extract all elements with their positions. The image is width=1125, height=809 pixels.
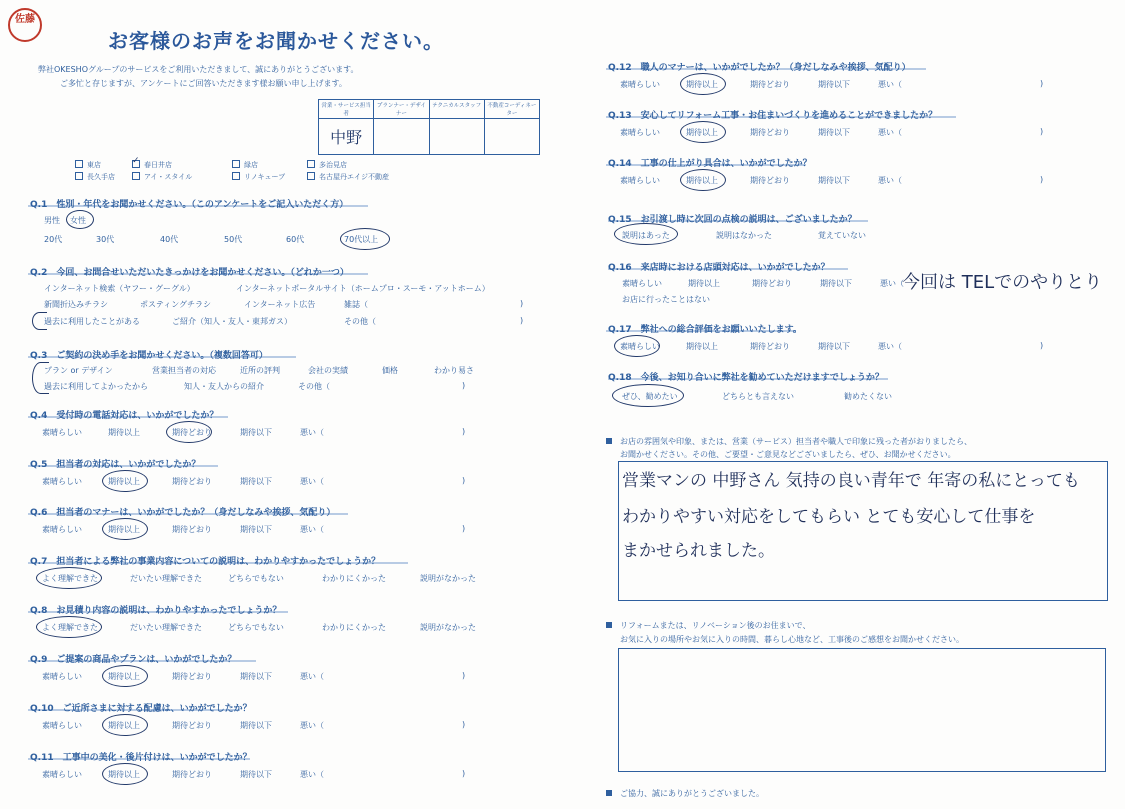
q13-opt-below[interactable]: 期待以下 <box>818 128 850 137</box>
q14-opt-above[interactable]: 期待以上 <box>686 176 718 185</box>
q4-opt-excellent[interactable]: 素晴らしい <box>42 428 82 437</box>
q13-label: Q.13 安心してリフォーム工事・お住まいづくりを進めることができましたか？ <box>608 111 938 121</box>
q9-label: Q.9 ご提案の商品やプランは、いかがでしたか？ <box>30 655 237 665</box>
q12-opt-close-paren: ) <box>1040 79 1044 88</box>
q6-opt-bad[interactable]: 悪い（ <box>300 525 324 534</box>
q16-opt-excellent[interactable]: 素晴らしい <box>622 279 662 288</box>
answer-circle <box>102 470 148 492</box>
q12-opt-as-expected[interactable]: 期待どおり <box>750 80 790 89</box>
checkbox[interactable] <box>75 160 83 168</box>
q3-opt-record[interactable]: 会社の実績 <box>308 366 348 375</box>
q3-opt-price[interactable]: 価格 <box>382 366 398 375</box>
q5-label: Q.5 担当者の対応は、いかがでしたか？ <box>30 460 201 470</box>
q13-opt-above[interactable]: 期待以上 <box>686 128 718 137</box>
footer-thanks: ご協力、誠にありがとうございました。 <box>606 788 764 799</box>
q4-opt-close-paren: ) <box>462 427 466 436</box>
intro-line-1: 弊社OKESHOグループのサービスをご利用いただきまして、誠にありがとうございます。 <box>38 65 359 74</box>
store-nagakute[interactable]: 長久手店 <box>75 172 115 182</box>
q14-opt-bad[interactable]: 悪い（ <box>878 176 902 185</box>
staff-header-sales: 営業・サービス担当者 <box>319 100 374 119</box>
q7-opt-clear[interactable]: よく理解できた <box>42 574 98 583</box>
q2-label: Q.2 今回、お問合せいただいたきっかけをお聞かせください。（どれか一つ） <box>30 268 349 278</box>
q12-opt-excellent[interactable]: 素晴らしい <box>620 80 660 89</box>
q5-opt-bad[interactable]: 悪い（ <box>300 477 324 486</box>
q1-age-60[interactable]: 60代 <box>286 235 305 244</box>
store-istyle[interactable]: アイ・スタイル <box>132 172 192 182</box>
comment1-title-line1: お店の雰囲気や印象、または、営業（サービス）担当者や職人で印象に残った者がおりましたら、 <box>606 436 972 447</box>
q8-opt-mostly-clear[interactable]: だいたい理解できた <box>130 623 202 632</box>
q3-opt-staff[interactable]: 営業担当者の対応 <box>152 366 216 375</box>
staff-header-technical: テクニカルスタッフ <box>429 100 484 119</box>
q18-opt-neutral[interactable]: どちらとも言えない <box>722 392 794 401</box>
q3-opt-reputation[interactable]: 近所の評判 <box>240 366 280 375</box>
q1-female[interactable]: 女性 <box>70 216 86 225</box>
staff-name-handwritten: 中野 <box>330 128 363 147</box>
q8-opt-no-explanation[interactable]: 説明がなかった <box>420 623 476 632</box>
q10-opt-close-paren: ) <box>462 720 466 729</box>
q9-opt-excellent[interactable]: 素晴らしい <box>42 672 82 681</box>
answer-circle <box>680 73 726 95</box>
answer-circle <box>66 210 94 229</box>
q9-opt-above[interactable]: 期待以上 <box>108 672 140 681</box>
answer-circle <box>680 169 726 191</box>
comment1-handwriting-line1: 営業マンの 中野さん 気持の良い青年で 年寄の私にとっても <box>622 471 1080 491</box>
q9-opt-bad[interactable]: 悪い（ <box>300 672 324 681</box>
q14-label: Q.14 工事の仕上がり具合は、いかがでしたか？ <box>608 159 812 169</box>
q7-label: Q.7 担当者による弊社の事業内容についての説明は、わかりやすかったでしょうか？ <box>30 557 381 567</box>
q11-opt-close-paren: ) <box>462 769 466 778</box>
q14-opt-close-paren: ) <box>1040 175 1044 184</box>
store-nagoya-realestate[interactable]: 名古屋丹エイジ不動産 <box>307 172 389 182</box>
answer-circle <box>32 362 49 394</box>
page-title: お客様のお声をお聞かせください。 <box>108 29 444 53</box>
q10-label: Q.10 ご近所さまに対する配慮は、いかがでしたか？ <box>30 704 252 714</box>
q2-opt-web-ad[interactable]: インターネット広告 <box>244 300 316 309</box>
q7-opt-neutral[interactable]: どちらでもない <box>228 574 284 583</box>
q12-label: Q.12 職人のマナーは、いかがでしたか？（身だしなみや挨拶、気配り） <box>608 63 911 73</box>
q10-opt-excellent[interactable]: 素晴らしい <box>42 721 82 730</box>
checkbox[interactable] <box>75 172 83 180</box>
q3-opt-friend[interactable]: 知人・友人からの紹介 <box>184 382 264 391</box>
q15-opt-forgot[interactable]: 覚えていない <box>818 231 866 240</box>
q10-opt-above[interactable]: 期待以上 <box>108 721 140 730</box>
seal-stamp: 佐藤 <box>8 8 42 42</box>
q12-opt-above[interactable]: 期待以上 <box>686 80 718 89</box>
q16-opt-as-expected[interactable]: 期待どおり <box>752 279 792 288</box>
comment1-handwriting-line2: わかりやすい対応をしてもらい とても安心して仕事を <box>622 507 1036 527</box>
answer-circle <box>102 518 148 540</box>
q8-opt-unclear[interactable]: わかりにくかった <box>322 623 386 632</box>
answer-circle <box>340 228 390 250</box>
answer-circle <box>614 223 678 245</box>
q18-label: Q.18 今後、お知り合いに弊社を勧めていただけますでしょうか？ <box>608 373 884 383</box>
q2-opt-portal[interactable]: インターネットポータルサイト（ホームプロ・スーモ・アットホーム） <box>236 284 490 293</box>
q4-opt-bad[interactable]: 悪い（ <box>300 428 324 437</box>
q17-opt-excellent[interactable]: 素晴らしい <box>620 342 660 351</box>
q2-opt-flyer[interactable]: 新聞折込みチラシ <box>44 300 108 309</box>
staff-cell-technical[interactable] <box>429 119 484 155</box>
q1-age-50[interactable]: 50代 <box>224 235 243 244</box>
q1-age-30[interactable]: 30代 <box>96 235 115 244</box>
q13-opt-bad[interactable]: 悪い（ <box>878 128 902 137</box>
q3-opt-clarity[interactable]: わかり易さ <box>434 366 474 375</box>
answer-circle <box>612 384 684 407</box>
q13-opt-excellent[interactable]: 素晴らしい <box>620 128 660 137</box>
q9-opt-close-paren: ) <box>462 671 466 680</box>
bullet-square-icon <box>606 790 612 796</box>
q17-label: Q.17 弊社への総合評価をお願いいたします。 <box>608 325 802 335</box>
q9-opt-as-expected[interactable]: 期待どおり <box>172 672 212 681</box>
store-kasugai[interactable]: ✓ 春日井店 <box>132 156 172 169</box>
checkbox[interactable] <box>232 160 240 168</box>
q9-opt-below[interactable]: 期待以下 <box>240 672 272 681</box>
q15-label: Q.15 お引渡し時に次回の点検の説明は、ございましたか？ <box>608 215 857 225</box>
q11-opt-as-expected[interactable]: 期待どおり <box>172 770 212 779</box>
checkbox[interactable] <box>132 172 140 180</box>
staff-cell-realestate[interactable] <box>484 119 539 155</box>
q7-opt-mostly-clear[interactable]: だいたい理解できた <box>130 574 202 583</box>
store-midori[interactable]: 緑店 <box>232 160 258 170</box>
intro-line-2: ご多忙と存じますが、アンケートにご回答いただきます様お願い申し上げます。 <box>60 79 347 88</box>
q4-opt-above[interactable]: 期待以上 <box>108 428 140 437</box>
q6-opt-close-paren: ) <box>462 524 466 533</box>
q2-opt-posting[interactable]: ポスティングチラシ <box>140 300 212 309</box>
q2-opt-magazine[interactable]: 雑誌（ <box>344 300 368 309</box>
q1-age-40[interactable]: 40代 <box>160 235 179 244</box>
staff-header-realestate: 不動産コーディネーター <box>484 100 539 119</box>
q16-label: Q.16 来店時における店頭対応は、いかがでしたか？ <box>608 263 830 273</box>
q5-opt-as-expected[interactable]: 期待どおり <box>172 477 212 486</box>
q8-opt-neutral[interactable]: どちらでもない <box>228 623 284 632</box>
comment2-title-line1: リフォームまたは、リノベーション後のお住まいで、 <box>606 620 810 631</box>
store-renocube[interactable]: リノキューブ <box>232 172 285 182</box>
checkbox-checked[interactable]: ✓ <box>132 156 140 166</box>
answer-circle <box>102 714 148 736</box>
q5-opt-close-paren: ) <box>462 476 466 485</box>
q17-opt-close-paren: ) <box>1040 341 1044 350</box>
q6-opt-below[interactable]: 期待以下 <box>240 525 272 534</box>
answer-circle <box>36 616 102 638</box>
q16-opt-below[interactable]: 期待以下 <box>820 279 852 288</box>
q6-opt-as-expected[interactable]: 期待どおり <box>172 525 212 534</box>
q16-opt-bad[interactable]: 悪い（ <box>880 279 904 288</box>
bullet-square-icon <box>606 622 612 628</box>
comment1-title-line2: お聞かせください。その他、ご要望・ご意見などございましたら、ぜひ、お聞かせください。 <box>620 450 956 459</box>
q8-opt-clear[interactable]: よく理解できた <box>42 623 98 632</box>
q17-opt-as-expected[interactable]: 期待どおり <box>750 342 790 351</box>
q4-opt-below[interactable]: 期待以下 <box>240 428 272 437</box>
answer-circle <box>102 665 148 687</box>
q6-opt-excellent[interactable]: 素晴らしい <box>42 525 82 534</box>
q8-label: Q.8 お見積り内容の説明は、わかりやすかったでしょうか？ <box>30 606 282 616</box>
q5-opt-excellent[interactable]: 素晴らしい <box>42 477 82 486</box>
q5-opt-below[interactable]: 期待以下 <box>240 477 272 486</box>
q3-opt-past[interactable]: 過去に利用してよかったから <box>44 382 148 391</box>
q14-opt-below[interactable]: 期待以下 <box>818 176 850 185</box>
q7-opt-unclear[interactable]: わかりにくかった <box>322 574 386 583</box>
q10-opt-bad[interactable]: 悪い（ <box>300 721 324 730</box>
answer-circle <box>102 763 148 785</box>
answer-circle <box>32 312 47 330</box>
q10-opt-as-expected[interactable]: 期待どおり <box>172 721 212 730</box>
answer-circle <box>680 121 726 143</box>
q17-opt-below[interactable]: 期待以下 <box>818 342 850 351</box>
q7-opt-no-explanation[interactable]: 説明がなかった <box>420 574 476 583</box>
q3-opt-other[interactable]: その他（ <box>298 382 330 391</box>
q2-opt-past-use[interactable]: 過去に利用したことがある <box>44 317 140 326</box>
q16-opt-above[interactable]: 期待以上 <box>688 279 720 288</box>
comment1-handwriting-line3: まかせられました。 <box>622 541 775 561</box>
checkbox[interactable] <box>307 160 315 168</box>
q18-opt-recommend[interactable]: ぜひ、勧めたい <box>622 392 678 401</box>
q17-opt-bad[interactable]: 悪い（ <box>878 342 902 351</box>
answer-circle <box>614 335 660 357</box>
q3-label: Q.3 ご契約の決め手をお聞かせください。（複数回答可） <box>30 351 268 361</box>
q12-opt-bad[interactable]: 悪い（ <box>878 80 902 89</box>
q18-opt-not-recommend[interactable]: 勧めたくない <box>844 392 892 401</box>
q16-handwritten-note: 今回は TELでのやりとり <box>902 272 1103 293</box>
answer-circle <box>36 567 102 589</box>
q6-opt-above[interactable]: 期待以上 <box>108 525 140 534</box>
comment2-title-line2: お気に入りの場所やお気に入りの時間、暮らし心地など、工事後のご感想をお聞かせください。 <box>620 635 964 644</box>
store-tajimi[interactable]: 多治見店 <box>307 160 347 170</box>
q12-opt-below[interactable]: 期待以下 <box>818 80 850 89</box>
bullet-square-icon <box>606 438 612 444</box>
checkbox[interactable] <box>307 172 315 180</box>
q1-male[interactable]: 男性 <box>44 216 60 225</box>
comment2-box[interactable] <box>618 648 1106 772</box>
q13-opt-close-paren: ) <box>1040 127 1044 136</box>
q11-opt-bad[interactable]: 悪い（ <box>300 770 324 779</box>
staff-table <box>318 99 540 155</box>
q1-age-70plus[interactable]: 70代以上 <box>344 235 379 244</box>
q17-opt-above[interactable]: 期待以上 <box>686 342 718 351</box>
answer-circle <box>166 421 212 443</box>
staff-cell-planner[interactable] <box>374 119 429 155</box>
staff-header-planner: プランナー・デザイナー <box>374 100 429 119</box>
checkbox[interactable] <box>232 172 240 180</box>
store-east[interactable]: 東店 <box>75 160 101 170</box>
q10-opt-below[interactable]: 期待以下 <box>240 721 272 730</box>
q1-age-20[interactable]: 20代 <box>44 235 63 244</box>
q11-opt-above[interactable]: 期待以上 <box>108 770 140 779</box>
q14-opt-excellent[interactable]: 素晴らしい <box>620 176 660 185</box>
q13-opt-as-expected[interactable]: 期待どおり <box>750 128 790 137</box>
q11-label: Q.11 工事中の美化・後片付けは、いかがでしたか？ <box>30 753 252 763</box>
q15-opt-no[interactable]: 説明はなかった <box>716 231 772 240</box>
q1-label: Q.1 性別・年代をお聞かせください。（このアンケートをご記入いただく方） <box>30 200 349 210</box>
q4-opt-as-expected[interactable]: 期待どおり <box>172 428 212 437</box>
q14-opt-as-expected[interactable]: 期待どおり <box>750 176 790 185</box>
q3-opt-plan[interactable]: プラン or デザイン <box>44 366 113 375</box>
q6-label: Q.6 担当者のマナーは、いかがでしたか？（身だしなみや挨拶、気配り） <box>30 508 336 518</box>
q2-opt-other[interactable]: その他（ <box>344 317 376 326</box>
q16-opt-never-visited[interactable]: お店に行ったことはない <box>622 295 710 304</box>
q11-opt-below[interactable]: 期待以下 <box>240 770 272 779</box>
q5-opt-above[interactable]: 期待以上 <box>108 477 140 486</box>
q2-opt-search[interactable]: インターネット検索（ヤフー・グーグル） <box>44 284 195 293</box>
q4-label: Q.4 受付時の電話対応は、いかがでしたか？ <box>30 411 219 421</box>
q11-opt-excellent[interactable]: 素晴らしい <box>42 770 82 779</box>
q2-opt-referral[interactable]: ご紹介（知人・友人・東邦ガス） <box>172 317 292 326</box>
q15-opt-yes[interactable]: 説明はあった <box>622 231 670 240</box>
